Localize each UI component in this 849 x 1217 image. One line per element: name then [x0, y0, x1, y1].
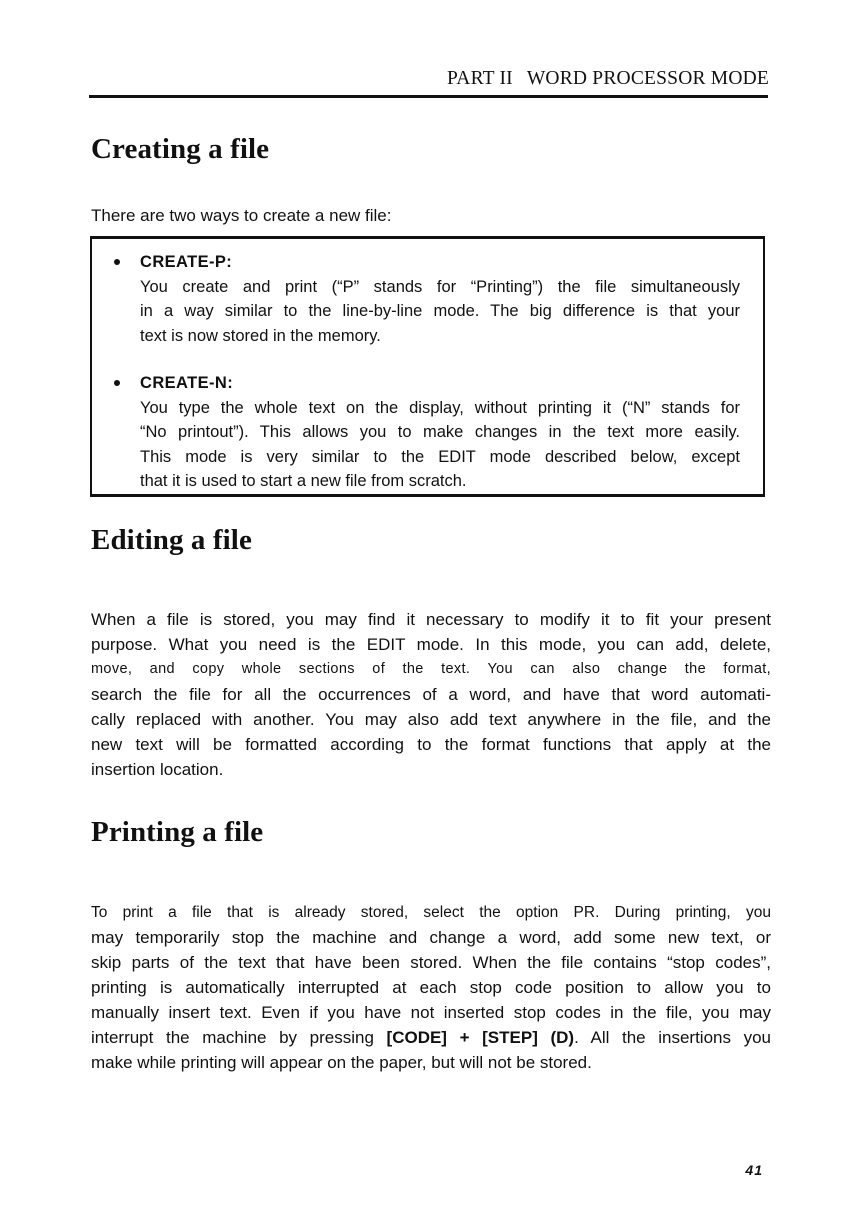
step-key: [STEP] (D) — [482, 1028, 575, 1047]
create-n-body: You type the whole text on the display, without printing it (“N” stands for “No printout”). This allows you to make changes in the text more easily. This mode is very similar to the EDIT mode described below, except that it is used to start a new file from scratch. — [140, 399, 740, 490]
box-top-rule — [90, 236, 765, 239]
heading-editing: Editing a file — [91, 524, 252, 556]
heading-creating: Creating a file — [91, 133, 270, 165]
running-header — [90, 68, 769, 90]
plus-sign: + — [446, 1028, 483, 1047]
bullet-icon — [114, 380, 120, 386]
header-mode: WORD PROCESSOR MODE — [526, 68, 769, 89]
printing-line-keys: interrupt the machine by pressing [CODE] + [STEP] (D). All the insertions you — [91, 1028, 771, 1047]
create-p-title: CREATE-P: — [140, 253, 233, 271]
editing-paragraph: When a file is stored, you may find it necessary to modify it to fit your present purpose. What you need is the EDIT mode. In this mode, you can add, delete, move, and copy whole sections of the text. You can also change the format, search the file for all the occurrences of a word, and have that word automati- cally replaced with another. You may also add text anywhere in the file, and the new text will be formatted according to the format functions that apply at the insertion location. — [91, 610, 771, 779]
creating-intro: There are two ways to create a new file: — [91, 206, 392, 225]
code-key: [CODE] — [386, 1028, 447, 1047]
printing-paragraph: To print a file that is already stored, select the option PR. During printing, you may temporarily stop the machine and change a word, add some new text, or skip parts of the text that have been stored. When the file contains “stop codes”, printing is automatically interrupted at each stop code position to allow you to manually insert text. Even if you have not inserted stop codes in the file, you may interrupt the machine by pressing [CODE] + [STEP] (D). All the insertions you make while printing will appear on the paper, but will not be stored. — [91, 904, 771, 1072]
heading-printing: Printing a file — [91, 816, 264, 848]
box-bottom-rule — [90, 494, 765, 497]
bullet-icon — [114, 259, 120, 265]
page-number: 41 — [745, 1162, 763, 1178]
create-options-box — [90, 236, 765, 497]
create-n-title: CREATE-N: — [140, 374, 234, 392]
create-p-body: You create and print (“P” stands for “Printing”) the file simultaneously in a way similar to the line-by-line mode. The big difference is that your text is now stored in the memory. — [140, 278, 740, 345]
header-part: PART II — [447, 68, 513, 89]
header-rule — [89, 95, 768, 98]
